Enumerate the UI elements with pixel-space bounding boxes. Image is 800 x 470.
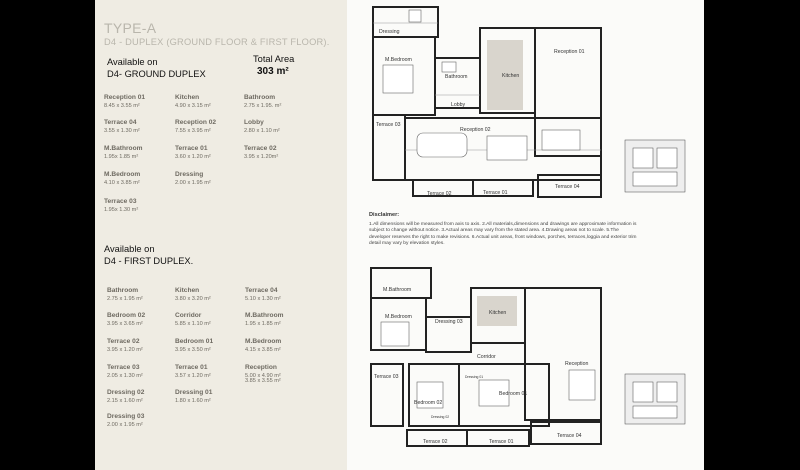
- room-area: 2.15 x 1.60 m²: [107, 398, 143, 404]
- room-spec: [104, 119, 184, 135]
- plan-label: M.Bathroom: [383, 287, 412, 293]
- room-area: 1.80 x 1.60 m²: [175, 398, 211, 404]
- room-spec: [245, 338, 325, 354]
- plan-label: Bathroom: [445, 74, 468, 80]
- room-area: 1.95x 1.85 m²: [104, 154, 139, 160]
- room-spec: [245, 312, 325, 328]
- room-area: 1.95 x 1.85 m²: [245, 321, 281, 327]
- room-spec: [175, 119, 255, 135]
- room-name: Terrace 03: [107, 364, 140, 371]
- disclaimer-title: Disclaimer:: [369, 212, 400, 218]
- room-name: Dressing 03: [107, 413, 145, 420]
- plan-label: Lobby: [451, 102, 466, 108]
- room-area: 3.95 x 1.20m²: [244, 154, 279, 160]
- plan-label: M.Bedroom: [385, 57, 412, 63]
- room-spec: [175, 364, 255, 380]
- room-area: 8.45 x 3.55 m²: [104, 103, 140, 109]
- plan-label: M.Bedroom: [385, 314, 412, 320]
- key-plan: [625, 140, 685, 192]
- room-name: Kitchen: [175, 287, 200, 294]
- room-name: Lobby: [244, 119, 264, 126]
- first-floor-plan: [347, 262, 704, 462]
- ground-availability: [107, 56, 206, 80]
- plan-label: Terrace 04: [557, 433, 582, 439]
- room-name: Terrace 02: [107, 338, 140, 345]
- room-area: 3.57 x 1.20 m²: [175, 373, 211, 379]
- room-area: 3.95 x 1.20 m²: [107, 347, 143, 353]
- room-area: 5.85 x 1.10 m²: [175, 321, 211, 327]
- room-spec: [104, 94, 184, 110]
- room-area: 2.75 x 1.95. m²: [244, 103, 282, 109]
- total-area-label: Total Area: [253, 54, 295, 64]
- room-name: M.Bathroom: [104, 145, 143, 152]
- total-area-value: 303 m²: [257, 66, 289, 77]
- room-name: Corridor: [175, 312, 202, 319]
- plan-label: Terrace 03: [374, 374, 399, 380]
- plan-label: Bedroom 01: [499, 391, 528, 397]
- room-spec: [245, 377, 325, 385]
- room-name: Dressing: [175, 171, 204, 178]
- room-name: Kitchen: [175, 94, 200, 101]
- room-spec: [175, 287, 255, 303]
- room-spec: [175, 94, 255, 110]
- room-area: 1.95x 1.30 m²: [104, 207, 139, 213]
- room-area: 5.00 x 4.90 m²: [245, 373, 281, 379]
- room-spec: [104, 198, 184, 214]
- room-spec: [175, 171, 255, 187]
- room-area: 3.55 x 1.30 m²: [104, 128, 140, 134]
- room-spec: [175, 312, 255, 328]
- room-area: 4.90 x 3.15 m²: [175, 103, 211, 109]
- plan-label: Terrace 01: [483, 190, 508, 196]
- room-name: Bathroom: [107, 287, 139, 294]
- type-subtitle: D4 - DUPLEX (GROUND FLOOR & FIRST FLOOR).: [104, 37, 330, 47]
- room-name: Dressing 02: [107, 389, 145, 396]
- plan-label: Kitchen: [502, 73, 520, 79]
- room-spec: [175, 389, 255, 405]
- room-spec: [175, 338, 255, 354]
- plan-label: Terrace 01: [489, 439, 514, 445]
- room-spec: [107, 413, 187, 429]
- room-name: Terrace 01: [175, 145, 208, 152]
- first-availability: [104, 243, 193, 267]
- key-plan: [625, 374, 685, 424]
- first-available-label: Available on: [104, 244, 155, 254]
- plan-label: Dressing 03: [435, 319, 463, 325]
- ground-available-value: D4- GROUND DUPLEX: [107, 69, 206, 79]
- room-name: Reception: [245, 364, 277, 371]
- ground-available-label: Available on: [107, 57, 158, 67]
- room-area: 2.05 x 1.30 m²: [107, 373, 143, 379]
- room-name: M.Bedroom: [245, 338, 282, 345]
- plan-label: Dressing: [379, 29, 400, 35]
- room-area: 3.85 x 3.55 m²: [245, 378, 281, 384]
- room-name: Bathroom: [244, 94, 276, 101]
- room-area: 3.60 x 1.20 m²: [175, 154, 211, 160]
- room-area: 4.15 x 3.85 m²: [245, 347, 281, 353]
- ground-floor-plan: [347, 0, 704, 205]
- plan-label: Terrace 02: [427, 191, 452, 197]
- room-area: 2.80 x 1.10 m²: [244, 128, 280, 134]
- room-name: Bedroom 02: [107, 312, 146, 319]
- room-name: Reception 01: [104, 94, 146, 101]
- room-name: Terrace 04: [245, 287, 278, 294]
- room-name: M.Bedroom: [104, 171, 141, 178]
- room-area: 2.75 x 1.95 m²: [107, 296, 143, 302]
- room-spec: [244, 94, 324, 110]
- room-name: Dressing 01: [175, 389, 213, 396]
- plan-label: Bedroom 02: [414, 400, 443, 406]
- room-name: Terrace 02: [244, 145, 277, 152]
- room-name: Terrace 04: [104, 119, 137, 126]
- room-name: M.Bathroom: [245, 312, 284, 319]
- room-area: 3.80 x 3.20 m²: [175, 296, 211, 302]
- room-spec: [104, 145, 184, 161]
- room-name: Terrace 01: [175, 364, 208, 371]
- plan-label: Reception: [565, 361, 589, 367]
- room-spec: [244, 119, 324, 135]
- first-available-value: D4 - FIRST DUPLEX.: [104, 256, 194, 266]
- room-area: 7.55 x 3.95 m²: [175, 128, 211, 134]
- info-panel: [95, 0, 347, 470]
- room-area: 5.10 x 1.30 m²: [245, 296, 281, 302]
- plan-label: Dressing 02: [431, 415, 450, 419]
- room-spec: [175, 145, 255, 161]
- plan-label: Reception 01: [554, 49, 585, 55]
- room-name: Bedroom 01: [175, 338, 214, 345]
- plan-label: Kitchen: [489, 310, 507, 316]
- room-area: 3.95 x 3.50 m²: [175, 347, 211, 353]
- room-spec: [104, 171, 184, 187]
- room-name: Terrace 03: [104, 198, 137, 205]
- disclaimer-text: 1.All dimensions will be measured from axis to axis. 2.All materials,dimensions and drawings are approximate information is subject to change without notice. 3.Actual areas may vary from the stated area. 4.Drawing areas not to scale. 5.The developer reserves the right to make revisions. 6.Actual unit areas, front windows, porches, terraces,loggia and exterior trim detail may vary by elevation styles.: [369, 222, 637, 246]
- room-spec: [245, 287, 325, 303]
- plans-panel: [347, 0, 704, 470]
- plan-label: Terrace 04: [555, 184, 580, 190]
- plan-label: Terrace 02: [423, 439, 448, 445]
- plan-label: Terrace 03: [376, 122, 401, 128]
- plan-label: Reception 02: [460, 127, 491, 133]
- plan-label: Corridor: [477, 354, 496, 360]
- room-area: 3.95 x 3.65 m²: [107, 321, 143, 327]
- type-title: TYPE-A: [104, 20, 157, 36]
- room-area: 2.00 x 1.95 m²: [107, 422, 143, 428]
- room-area: 2.00 x 1.95 m²: [175, 180, 211, 186]
- plan-label: Dressing 01: [465, 375, 484, 379]
- room-spec: [244, 145, 324, 161]
- room-area: 4.10 x 3.85 m²: [104, 180, 140, 186]
- room-name: Reception 02: [175, 119, 217, 126]
